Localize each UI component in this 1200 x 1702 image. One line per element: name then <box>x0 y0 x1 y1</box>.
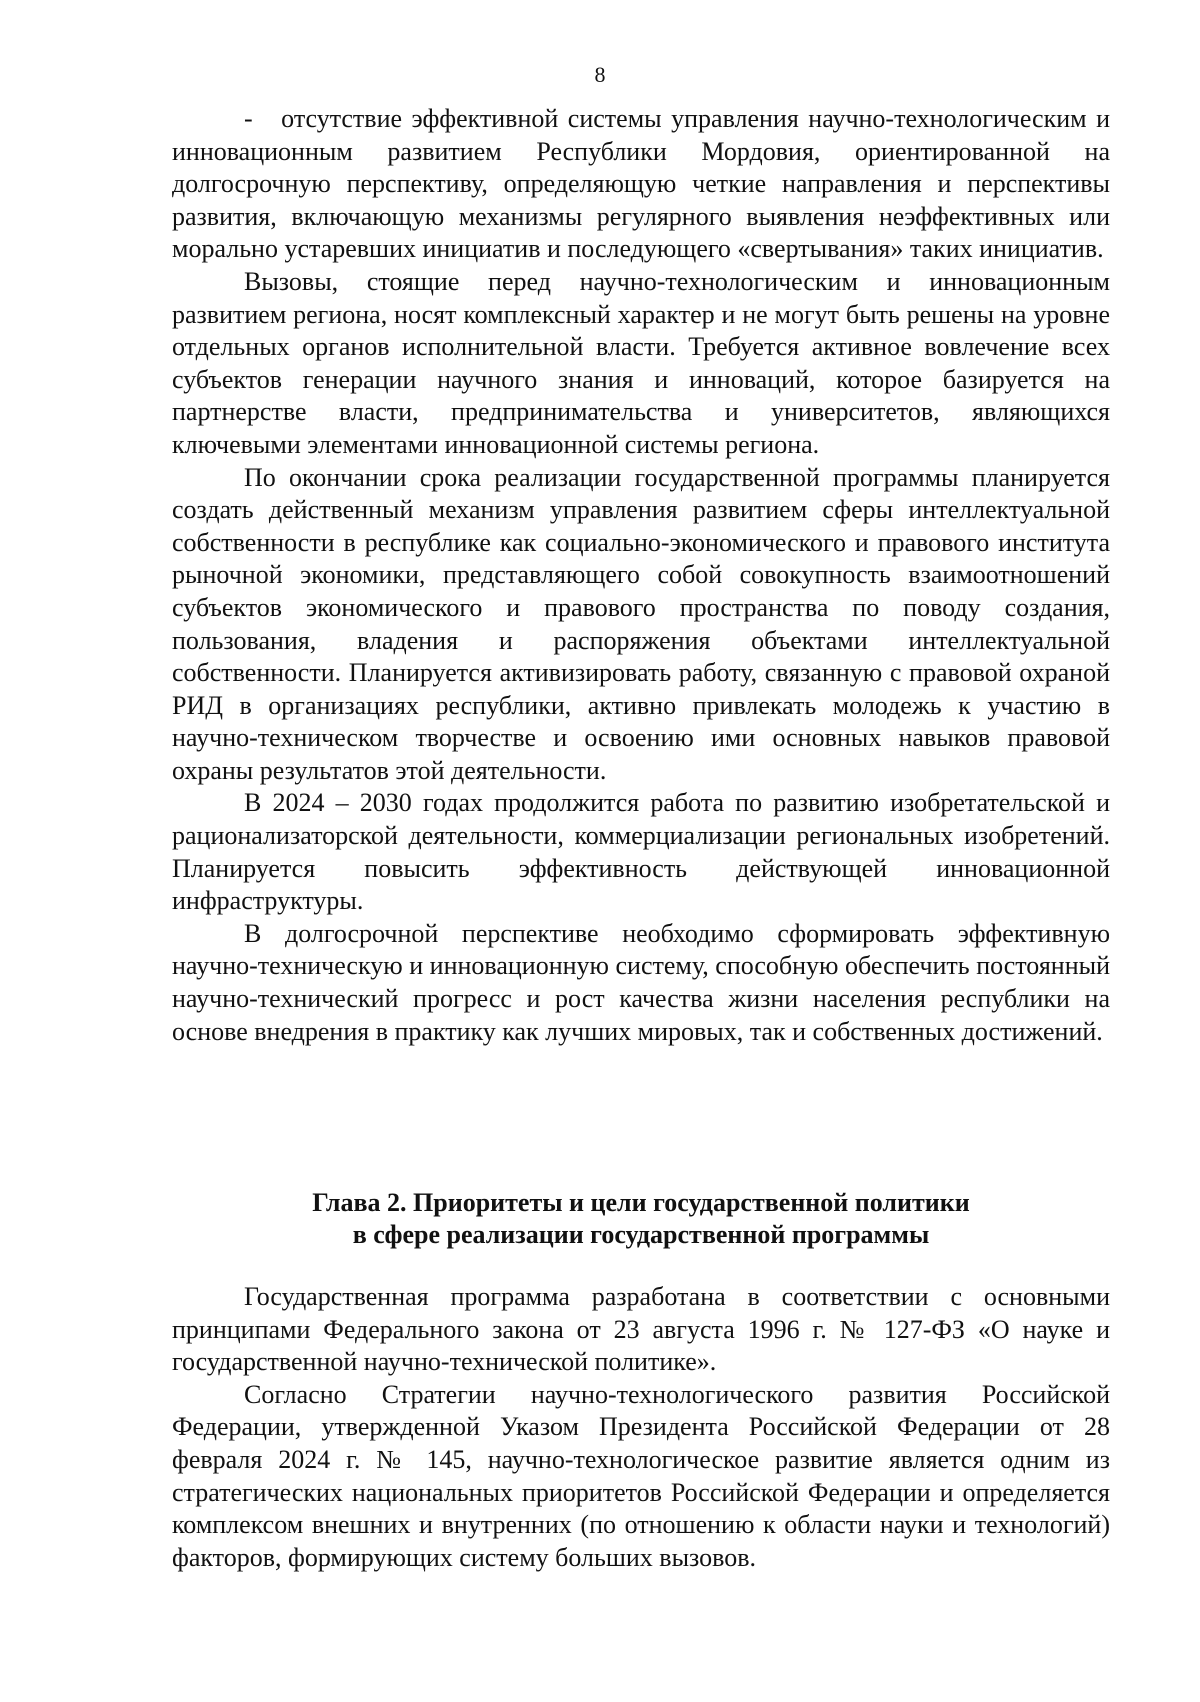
chapter-title-line-1: Глава 2. Приоритеты и цели государственной политики <box>312 1188 970 1217</box>
paragraph-federal-law: Государственная программа разработана в соответствии с основными принципами Федерального закона от 23 августа 1996 г. № 127-ФЗ «О науке и государственной научно-технической политике». <box>172 1282 1110 1377</box>
paragraph-2024-2030: В 2024 – 2030 годах продолжится работа по развитию изобретательской и рационализаторской деятельности, коммерциализации региональных изобретений. Планируется повысить эффективность действующей инновационной инфраструктуры. <box>172 788 1110 916</box>
paragraph-challenges: Вызовы, стоящие перед научно-технологическим и инновационным развитием региона, носят комплексный характер и не могут быть решены на уровне отдельных органов исполнительной власти. Требуется активное вовлечение всех субъектов генерации научного знания и инноваций, которое базируется на партнерстве власти, предпринимательства и университетов, являющихся ключевыми элементами инновационной системы региона. <box>172 266 1110 459</box>
body-text <box>172 103 1110 1048</box>
chapter-heading <box>172 1187 1110 1251</box>
chapter-title-line-2: в сфере реализации государственной программы <box>352 1220 930 1249</box>
paragraph-strategy: Согласно Стратегии научно-технологического развития Российской Федерации, утвержденной Указом Президента Российской Федерации от 28 февраля 2024 г. № 145, научно-технологическое развитие является одним из стратегических национальных приоритетов Российской Федерации и определяется комплексом внешних и внутренних (по отношению к области науки и технологий) факторов, формирующих систему больших вызовов. <box>172 1379 1110 1572</box>
paragraph-long-term: В долгосрочной перспективе необходимо сформировать эффективную научно-техническую и инновационную систему, способную обеспечить постоянный научно-технический прогресс и рост качества жизни населения республики на основе внедрения в практику как лучших мировых, так и собственных достижений. <box>172 918 1110 1046</box>
paragraph-ineffective-system: - отсутствие эффективной системы управления научно-технологическим и инновационным развитием Республики Мордовия, ориентированной на долгосрочную перспективу, определяющую четкие направления и перспективы развития, включающую механизмы регулярного выявления неэффективных или морально устаревших инициатив и последующего «свертывания» таких инициатив. <box>172 104 1110 264</box>
chapter-body-text <box>172 1281 1110 1574</box>
page-number: 8 <box>594 62 606 87</box>
paragraph-intellectual-property: По окончании срока реализации государственной программы планируется создать действенный механизм управления развитием сферы интеллектуальной собственности в республике как социально-экономического и правового института рыночной экономики, представляющего собой совокупность взаимоотношений субъектов экономического и правового пространства по поводу создания, пользования, владения и распоряжения объектами интеллектуальной собственности. Планируется активизировать работу, связанную с правовой охраной РИД в организациях республики, активно привлекать молодежь к участию в научно-техническом творчестве и освоению ими основных навыков правовой охраны результатов этой деятельности. <box>172 462 1110 785</box>
